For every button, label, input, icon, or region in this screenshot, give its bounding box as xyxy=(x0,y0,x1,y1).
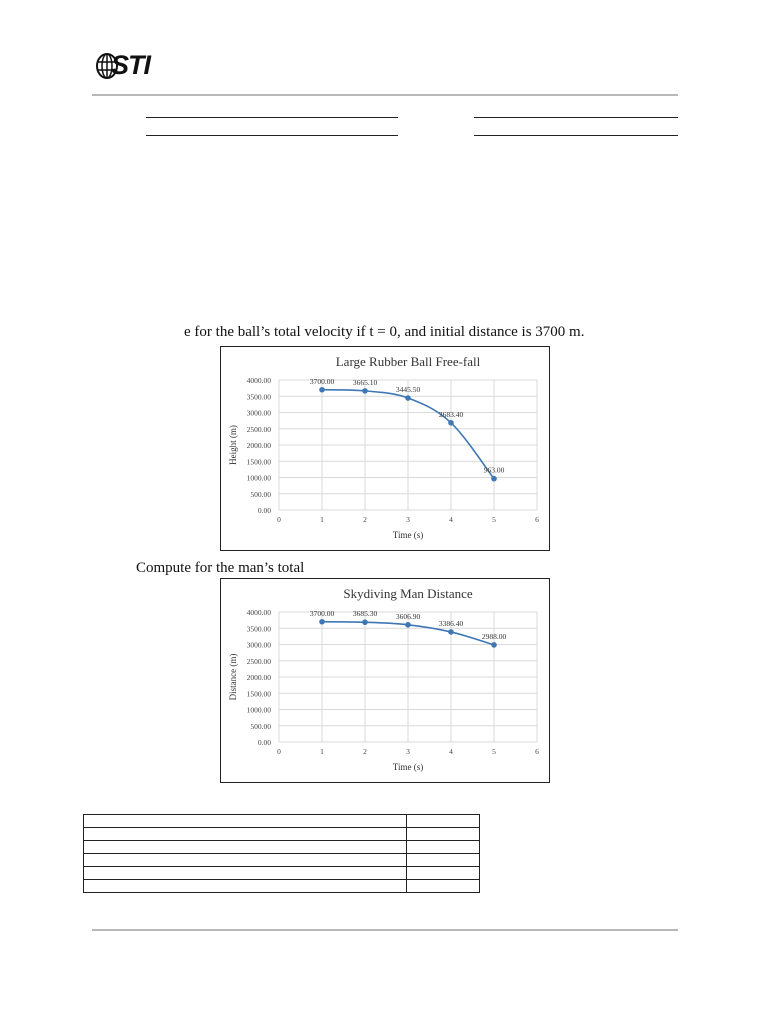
table-cell xyxy=(84,880,407,893)
y-tick-label: 1500.00 xyxy=(246,689,271,699)
table-row xyxy=(84,867,480,880)
y-tick-label: 2000.00 xyxy=(246,673,271,682)
y-tick-label: 3000.00 xyxy=(246,640,271,650)
x-tick-label: 0 xyxy=(277,747,281,756)
x-tick-label: 2 xyxy=(363,515,367,524)
data-label: 2988.00 xyxy=(481,631,507,641)
data-point xyxy=(491,642,497,648)
blank-line-3 xyxy=(146,135,398,136)
table-cell xyxy=(407,841,480,854)
table-row xyxy=(84,854,480,867)
y-tick-label: 4000.00 xyxy=(246,376,271,385)
x-tick-label: 4 xyxy=(449,747,453,756)
table-row xyxy=(84,815,480,828)
table-cell xyxy=(407,828,480,841)
table-row xyxy=(84,841,480,854)
data-point xyxy=(491,476,497,482)
data-point xyxy=(319,387,325,393)
y-tick-label: 0.00 xyxy=(257,738,271,747)
y-tick-label: 500.00 xyxy=(250,721,271,731)
answer-table xyxy=(83,814,480,893)
table-cell xyxy=(407,815,480,828)
x-tick-label: 5 xyxy=(492,515,496,524)
x-tick-label: 6 xyxy=(535,747,539,756)
table-cell xyxy=(84,828,407,841)
blank-line-4 xyxy=(474,135,678,136)
data-label: 2683.40 xyxy=(438,409,464,419)
data-point xyxy=(405,395,411,401)
y-tick-label: 4000.00 xyxy=(246,608,271,617)
x-tick-label: 4 xyxy=(449,515,453,524)
table-cell xyxy=(84,867,407,880)
blank-line-2 xyxy=(474,117,678,118)
chart-skydiving-man xyxy=(220,578,550,783)
chart-title: Skydiving Man Distance xyxy=(343,586,473,601)
table-cell xyxy=(84,841,407,854)
chart-svg-ball xyxy=(221,347,549,550)
y-tick-label: 1500.00 xyxy=(246,457,271,467)
x-axis-label: Time (s) xyxy=(392,762,424,772)
chart-title: Large Rubber Ball Free-fall xyxy=(335,354,481,369)
footer-divider xyxy=(92,929,678,931)
data-point xyxy=(448,629,454,635)
y-tick-label: 500.00 xyxy=(250,489,271,499)
data-label: 3665.10 xyxy=(352,377,378,387)
data-label: 3700.00 xyxy=(309,376,335,386)
data-point xyxy=(362,388,368,394)
data-label: 963.00 xyxy=(483,465,505,475)
question-text-2: Compute for the man’s total xyxy=(136,560,305,576)
x-tick-label: 3 xyxy=(406,515,410,524)
table-cell xyxy=(84,815,407,828)
question-text-1: e for the ball’s total velocity if t = 0, and initial distance is 3700 m. xyxy=(184,324,585,340)
data-point xyxy=(319,619,325,625)
y-axis-label: Distance (m) xyxy=(228,653,238,701)
y-tick-label: 2500.00 xyxy=(246,424,271,434)
table-row xyxy=(84,880,480,893)
y-tick-label: 2500.00 xyxy=(246,656,271,666)
x-tick-label: 3 xyxy=(406,747,410,756)
y-tick-label: 3500.00 xyxy=(246,392,271,402)
x-tick-label: 5 xyxy=(492,747,496,756)
table-cell xyxy=(84,854,407,867)
header-divider xyxy=(92,94,678,96)
table-cell xyxy=(407,867,480,880)
blank-line-1 xyxy=(146,117,398,118)
y-tick-label: 0.00 xyxy=(257,506,271,515)
y-axis-label: Height (m) xyxy=(228,425,238,465)
y-tick-label: 2000.00 xyxy=(246,441,271,450)
data-label: 3445.50 xyxy=(395,385,421,395)
data-point xyxy=(362,619,368,625)
sti-logo xyxy=(96,50,156,86)
x-tick-label: 1 xyxy=(320,515,324,524)
y-tick-label: 1000.00 xyxy=(246,473,271,483)
x-tick-label: 0 xyxy=(277,515,281,524)
data-label: 3685.30 xyxy=(352,609,378,619)
data-label: 3606.90 xyxy=(395,611,421,621)
x-tick-label: 1 xyxy=(320,747,324,756)
table-cell xyxy=(407,854,480,867)
data-point xyxy=(448,420,454,426)
x-tick-label: 6 xyxy=(535,515,539,524)
data-label: 3700.00 xyxy=(309,608,335,618)
table-cell xyxy=(407,880,480,893)
data-label: 3386.40 xyxy=(438,618,464,628)
y-tick-label: 1000.00 xyxy=(246,705,271,715)
x-axis-label: Time (s) xyxy=(392,530,424,540)
x-tick-label: 2 xyxy=(363,747,367,756)
y-tick-label: 3500.00 xyxy=(246,624,271,634)
data-point xyxy=(405,622,411,628)
chart-ball-freefall xyxy=(220,346,550,551)
table-row xyxy=(84,828,480,841)
y-tick-label: 3000.00 xyxy=(246,408,271,418)
logo-text: STI xyxy=(111,50,151,80)
chart-svg-man xyxy=(221,579,549,782)
